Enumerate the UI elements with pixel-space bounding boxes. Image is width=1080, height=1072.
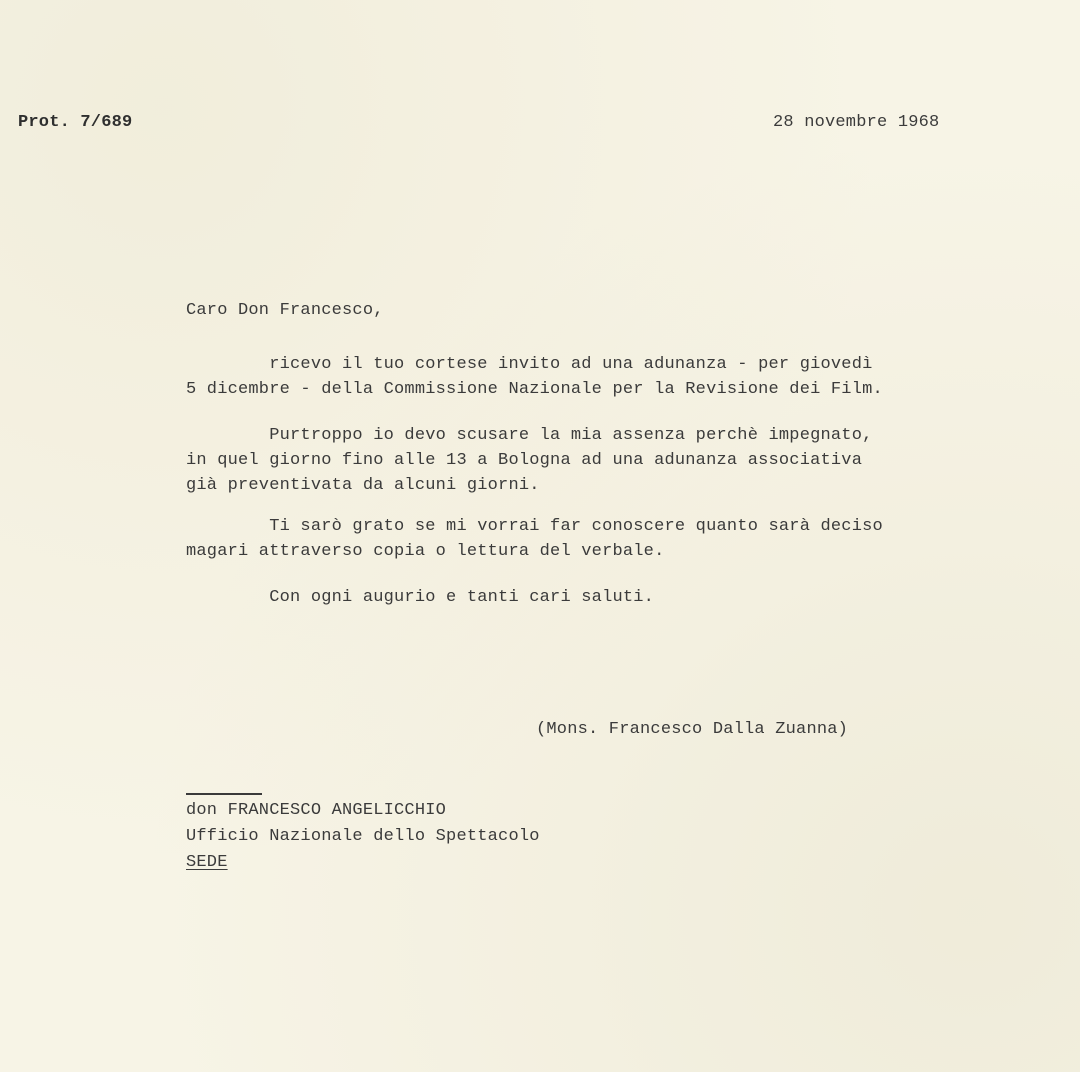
signature: (Mons. Francesco Dalla Zuanna) (536, 720, 849, 739)
paragraph-closing (186, 589, 1006, 614)
paragraph-apology (186, 427, 1006, 502)
paragraph-line: 5 dicembre - della Commissione Nazionale per la Revisione dei Film. (186, 380, 883, 399)
protocol-number: Prot. 7/689 (18, 113, 133, 132)
recipient-office: Ufficio Nazionale dello Spettacolo (186, 827, 540, 846)
paragraph-line: già preventivata da alcuni giorni. (186, 476, 540, 495)
divider-rule (186, 793, 262, 795)
paragraph-line: in quel giorno fino alle 13 a Bologna ad una adunanza associativa (186, 451, 863, 470)
paragraph-line: magari attraverso copia o lettura del verbale. (186, 542, 665, 561)
paragraph-request (186, 518, 1006, 568)
recipient-address (186, 802, 540, 880)
paragraph-line: Purtroppo io devo scusare la mia assenza perchè impegnato, (186, 426, 873, 445)
paragraph-line: Ti sarò grato se mi vorrai far conoscere quanto sarà deciso (186, 517, 883, 536)
paragraph-line: ricevo il tuo cortese invito ad una adunanza - per giovedì (186, 355, 873, 374)
recipient-location: SEDE (186, 853, 228, 872)
salutation: Caro Don Francesco, (186, 301, 384, 320)
recipient-name: don FRANCESCO ANGELICCHIO (186, 801, 447, 820)
paragraph-line: Con ogni augurio e tanti cari saluti. (186, 588, 655, 607)
paragraph-invitation (186, 356, 1006, 406)
letter-date: 28 novembre 1968 (773, 113, 940, 132)
